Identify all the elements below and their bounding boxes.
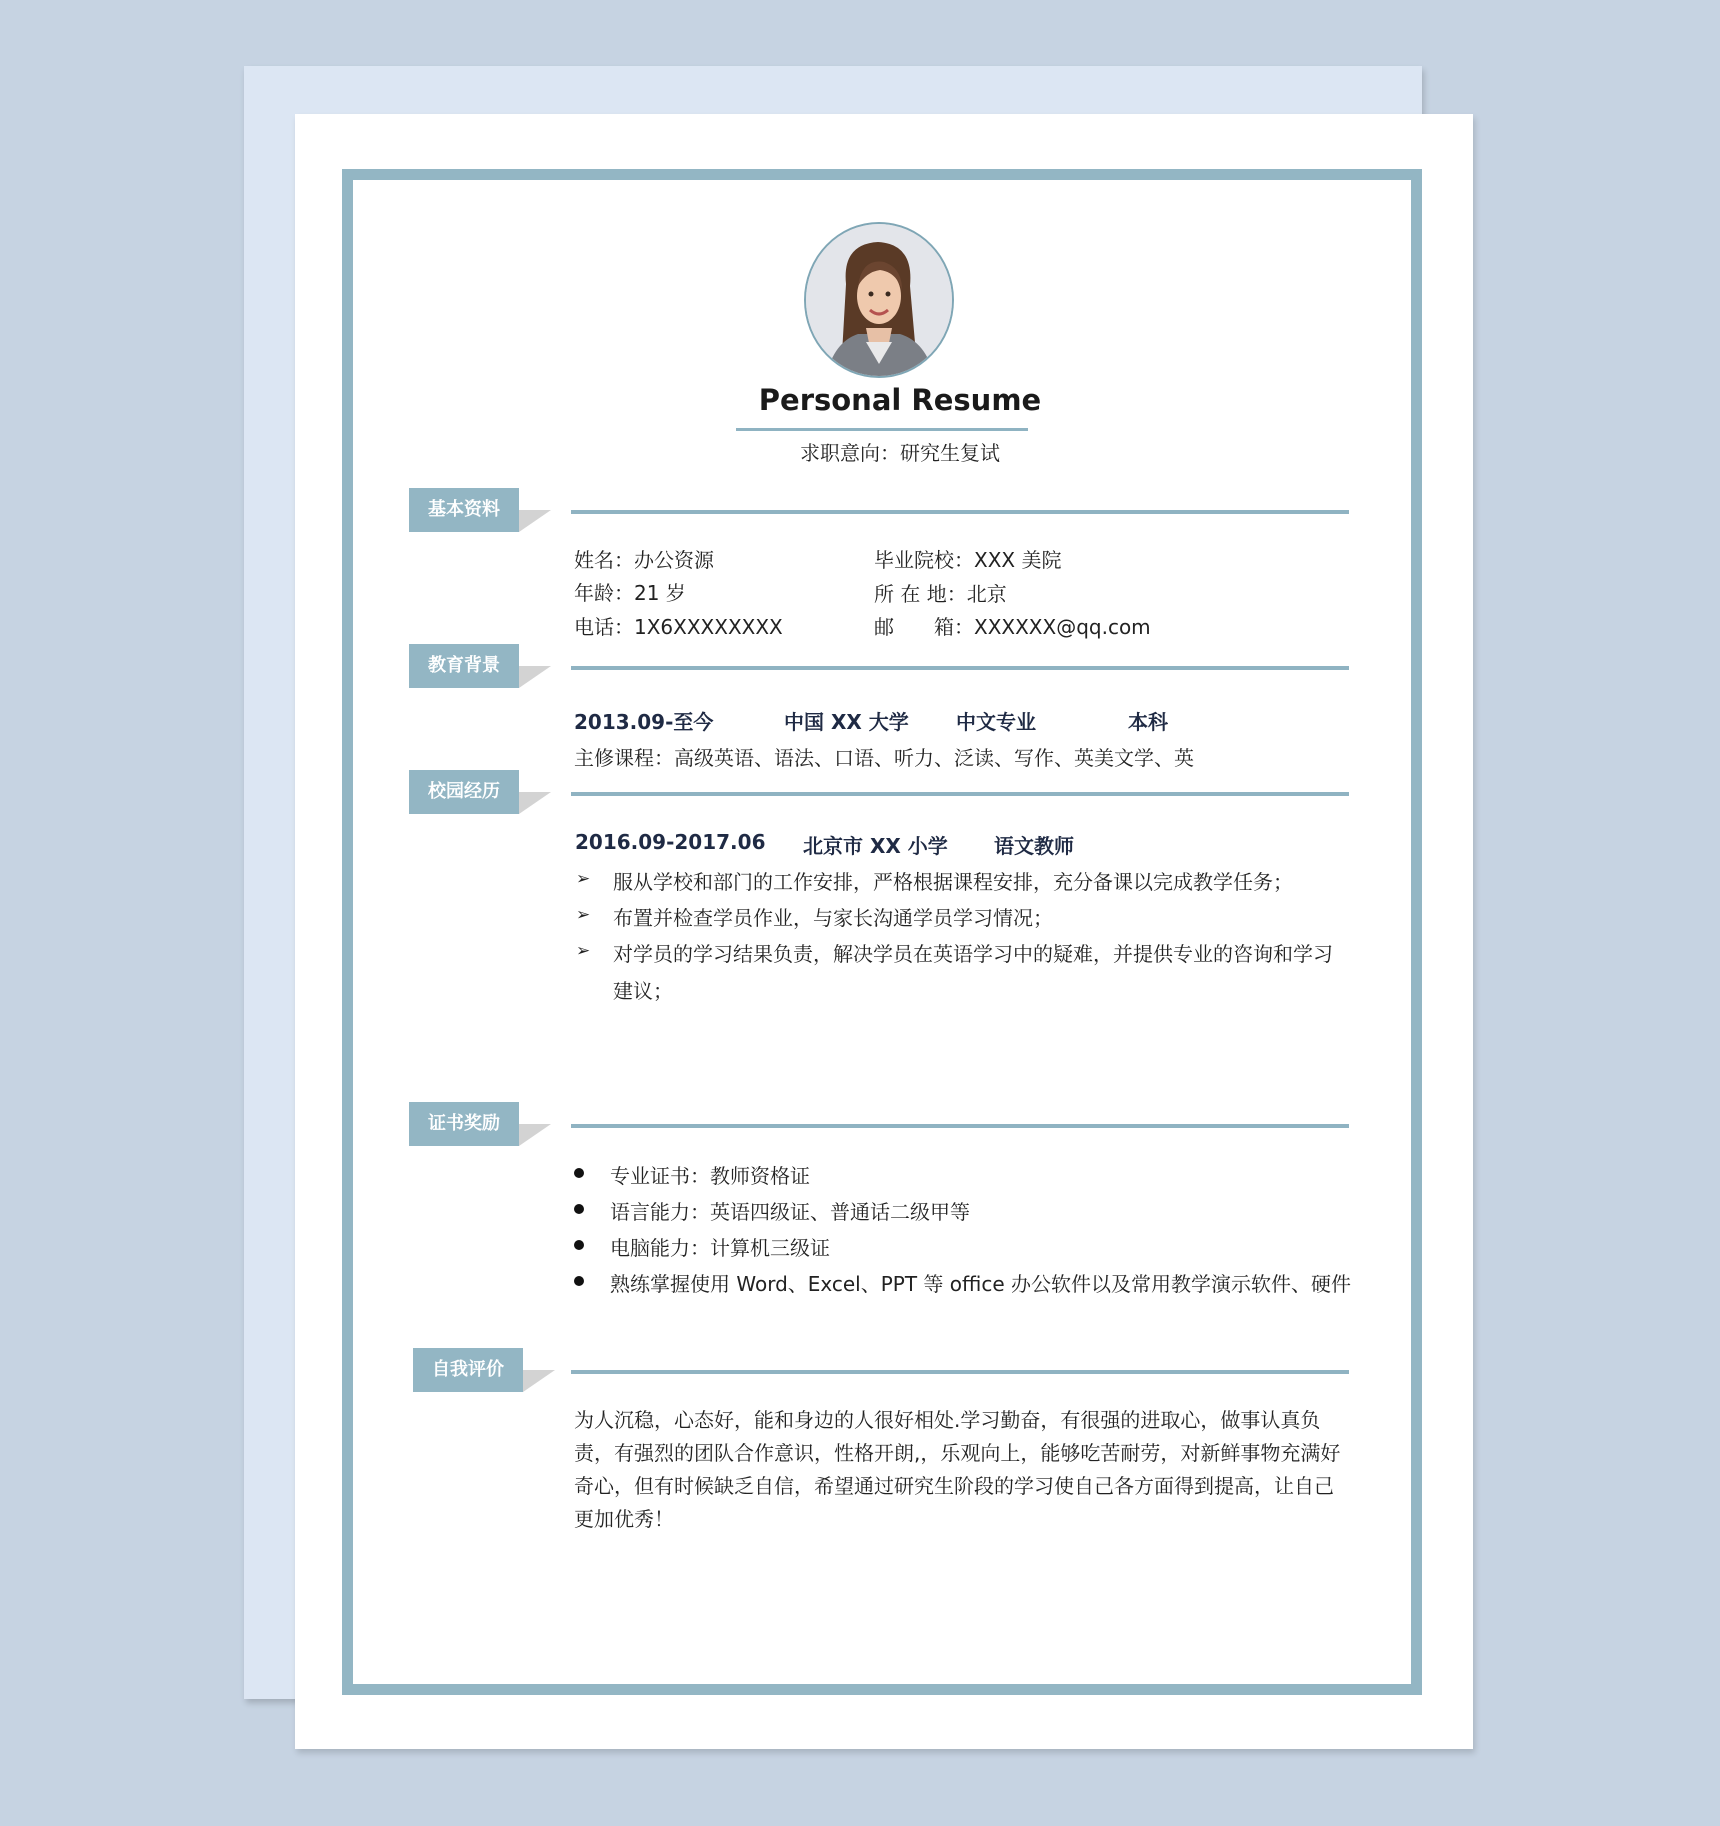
- basic-email: 邮 箱：XXXXXX@qq.com: [874, 615, 1151, 639]
- section-tab-campus: 校园经历: [409, 770, 519, 814]
- campus-item: 对学员的学习结果负责，解决学员在英语学习中的疑难，并提供专业的咨询和学习: [613, 942, 1333, 966]
- section-tab-education: 教育背景: [409, 644, 519, 688]
- award-item: 专业证书：教师资格证: [610, 1164, 810, 1188]
- basic-school: 毕业院校：XXX 美院: [874, 548, 1062, 572]
- section-tab-shadow: [519, 510, 551, 532]
- campus-item: 服从学校和部门的工作安排，严格根据课程安排，充分备课以完成教学任务；: [613, 870, 1293, 894]
- arrow-bullet-icon: ➢: [576, 869, 591, 889]
- bullet-dot-icon: [574, 1204, 584, 1214]
- award-item: 熟练掌握使用 Word、Excel、PPT 等 office 办公软件以及常用教学演示软件、硬件: [610, 1272, 1352, 1296]
- arrow-bullet-icon: ➢: [576, 941, 591, 961]
- award-item: 电脑能力：计算机三级证: [610, 1236, 830, 1260]
- job-objective: 求职意向：研究生复试: [800, 441, 1000, 465]
- campus-period: 2016.09-2017.06: [575, 830, 766, 854]
- campus-item-continued: 建议；: [613, 979, 673, 1003]
- basic-location: 所 在 地：北京: [874, 582, 1007, 606]
- section-divider: [571, 510, 1349, 514]
- basic-phone: 电话：1X6XXXXXXXX: [574, 615, 783, 639]
- section-tab-shadow: [519, 1124, 551, 1146]
- section-divider: [571, 1124, 1349, 1128]
- section-divider: [571, 1370, 1349, 1374]
- bullet-dot-icon: [574, 1240, 584, 1250]
- section-tab-shadow: [523, 1370, 555, 1392]
- person-portrait-icon: [806, 224, 952, 376]
- self-evaluation-text: 为人沉稳，心态好，能和身边的人很好相处.学习勤奋，有很强的进取心，做事认真负责，有强烈的团队合作意识，性格开朗,，乐观向上，能够吃苦耐劳，对新鲜事物充满好奇心，但有时候缺乏自信，希望通过研究生阶段的学习使自己各方面得到提高，让自己更加优秀！: [574, 1408, 1341, 1531]
- award-item: 语言能力：英语四级证、普通话二级甲等: [610, 1200, 970, 1224]
- resume-title: Personal Resume: [758, 383, 1042, 417]
- section-divider: [571, 792, 1349, 796]
- section-tab-shadow: [519, 666, 551, 688]
- education-degree: 本科: [1128, 710, 1168, 734]
- title-underline: [736, 428, 1028, 431]
- education-university: 中国 XX 大学: [784, 710, 909, 734]
- section-tab-basic: 基本资料: [409, 488, 519, 532]
- bullet-dot-icon: [574, 1276, 584, 1286]
- campus-item: 布置并检查学员作业，与家长沟通学员学习情况；: [613, 906, 1053, 930]
- campus-role: 语文教师: [994, 834, 1074, 858]
- education-major: 中文专业: [956, 710, 1036, 734]
- profile-photo: [804, 222, 954, 378]
- section-divider: [571, 666, 1349, 670]
- section-tab-shadow: [519, 792, 551, 814]
- section-tab-awards: 证书奖励: [409, 1102, 519, 1146]
- arrow-bullet-icon: ➢: [576, 905, 591, 925]
- campus-org: 北京市 XX 小学: [803, 834, 948, 858]
- bullet-dot-icon: [574, 1168, 584, 1178]
- education-period: 2013.09-至今: [574, 710, 714, 734]
- basic-age: 年龄：21 岁: [574, 581, 686, 605]
- section-tab-self-evaluation: 自我评价: [413, 1348, 523, 1392]
- education-courses: 主修课程：高级英语、语法、口语、听力、泛读、写作、英美文学、英: [574, 746, 1194, 770]
- basic-name: 姓名：办公资源: [574, 548, 714, 572]
